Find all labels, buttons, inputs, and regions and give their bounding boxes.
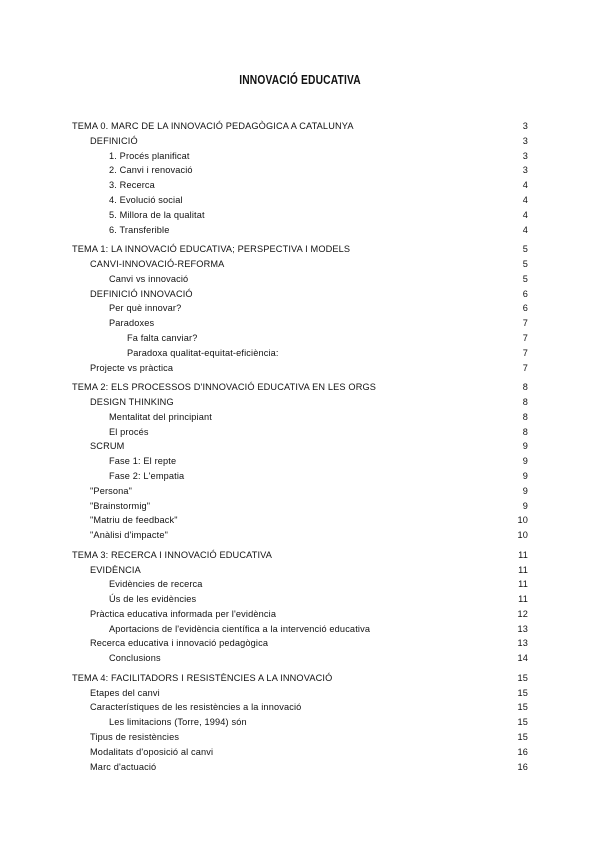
toc-entry-page-number: 10 — [517, 515, 528, 526]
toc-entry[interactable] — [72, 700, 528, 715]
toc-entry-page-number: 10 — [517, 530, 528, 541]
toc-entry-title: TEMA 0. MARC DE LA INNOVACIÓ PEDAGÒGICA A CATALUNYA — [72, 121, 354, 131]
toc-entry-page-number: 16 — [517, 746, 528, 757]
toc-entry-title: Projecte vs pràctica — [90, 362, 174, 373]
toc-entry[interactable] — [72, 425, 528, 440]
toc-entry-title: SCRUM — [90, 441, 125, 452]
toc-entry-page-number: 8 — [522, 411, 528, 422]
toc-entry-page-number: 6 — [522, 288, 528, 299]
toc-entry-page-number: 15 — [517, 732, 528, 743]
toc-entry-title: 4. Evolució social — [109, 194, 183, 205]
toc-entry[interactable] — [72, 454, 528, 469]
toc-entry-page-number: 11 — [518, 549, 528, 560]
toc-entry-title: Marc d'actuació — [90, 761, 157, 772]
toc-entry-title: Mentalitat del principiant — [109, 411, 212, 422]
toc-entry-page-number: 9 — [522, 441, 528, 452]
toc-entry-title: "Matriu de feedback" — [90, 515, 178, 526]
toc-entry-title: Ús de les evidències — [109, 594, 197, 605]
toc-entry-page-number: 7 — [522, 332, 528, 343]
toc-entry-title: Paradoxes — [109, 318, 155, 329]
toc-entry[interactable] — [72, 410, 528, 425]
toc-entry[interactable] — [72, 287, 528, 302]
toc-entry-title: 5. Millora de la qualitat — [109, 209, 205, 220]
toc-entry-title: Fa falta canviar? — [127, 332, 198, 343]
toc-entry[interactable] — [72, 395, 528, 410]
toc-entry-page-number: 13 — [517, 623, 528, 634]
toc-entry[interactable] — [72, 484, 528, 499]
toc-entry[interactable] — [72, 469, 528, 484]
toc-entry[interactable] — [72, 686, 528, 701]
toc-entry-page-number: 11 — [518, 594, 528, 605]
toc-entry-page-number: 5 — [522, 273, 528, 284]
toc-entry[interactable] — [72, 528, 528, 543]
toc-entry-page-number: 12 — [517, 608, 528, 619]
toc-section — [72, 242, 528, 375]
toc-entry-page-number: 7 — [522, 318, 528, 329]
toc-entry-title: Aportacions de l'evidència científica a la intervenció educativa — [109, 623, 371, 634]
toc-entry-page-number: 7 — [522, 362, 528, 373]
toc-entry-title: Etapes del canvi — [90, 687, 160, 698]
toc-entry-page-number: 11 — [518, 579, 528, 590]
toc-entry-title: EVIDÈNCIA — [90, 564, 141, 575]
toc-chapter-entry[interactable] — [72, 548, 528, 563]
toc-entry-title: Canvi vs innovació — [109, 273, 189, 284]
toc-entry-title: 6. Transferible — [109, 224, 170, 235]
toc-entry[interactable] — [72, 636, 528, 651]
toc-entry-page-number: 4 — [522, 224, 528, 235]
toc-section — [72, 380, 528, 543]
toc-entry-title: Recerca educativa i innovació pedagògica — [90, 638, 269, 649]
toc-entry[interactable] — [72, 163, 528, 178]
toc-entry-page-number: 9 — [522, 456, 528, 467]
toc-entry[interactable] — [72, 499, 528, 514]
toc-chapter-entry[interactable] — [72, 380, 528, 395]
toc-section — [72, 548, 528, 666]
toc-entry-page-number: 4 — [522, 209, 528, 220]
toc-entry-page-number: 9 — [522, 485, 528, 496]
toc-entry[interactable] — [72, 208, 528, 223]
toc-entry-page-number: 8 — [522, 382, 528, 393]
toc-chapter-entry[interactable] — [72, 119, 528, 134]
toc-entry[interactable] — [72, 316, 528, 331]
toc-entry-title: Pràctica educativa informada per l'evidència — [90, 608, 277, 619]
toc-entry-title: CANVI-INNOVACIÓ-REFORMA — [90, 258, 225, 269]
toc-entry-title: Tipus de resistències — [90, 732, 180, 743]
toc-entry[interactable] — [72, 439, 528, 454]
toc-section — [72, 119, 528, 237]
toc-entry-page-number: 5 — [522, 258, 528, 269]
toc-entry-page-number: 15 — [517, 717, 528, 728]
toc-entry-title: Característiques de les resistències a la innovació — [90, 702, 302, 713]
toc-entry[interactable] — [72, 745, 528, 760]
toc-entry-title: Les limitacions (Torre, 1994) són — [109, 717, 247, 728]
toc-entry-page-number: 4 — [522, 194, 528, 205]
toc-entry-page-number: 9 — [522, 500, 528, 511]
toc-entry[interactable] — [72, 331, 528, 346]
toc-entry-page-number: 3 — [522, 135, 528, 146]
toc-entry-page-number: 9 — [522, 470, 528, 481]
toc-entry[interactable] — [72, 760, 528, 775]
table-of-contents — [72, 119, 528, 779]
toc-entry-title: "Anàlisi d'impacte" — [90, 530, 169, 541]
toc-entry[interactable] — [72, 651, 528, 666]
toc-entry[interactable] — [72, 272, 528, 287]
toc-entry-title: "Brainstormig" — [90, 500, 151, 511]
toc-entry-page-number: 11 — [518, 564, 528, 575]
toc-entry-title: Fase 1: El repte — [109, 456, 177, 467]
toc-entry-page-number: 3 — [522, 121, 528, 131]
toc-entry[interactable] — [72, 577, 528, 592]
toc-entry[interactable] — [72, 223, 528, 238]
toc-entry[interactable] — [72, 193, 528, 208]
toc-entry-title: 1. Procés planificat — [109, 150, 190, 161]
toc-entry-page-number: 3 — [522, 150, 528, 161]
toc-entry-title: 3. Recerca — [109, 180, 155, 191]
toc-entry-title: TEMA 3: RECERCA I INNOVACIÓ EDUCATIVA — [72, 549, 273, 560]
toc-entry-title: DEFINICIÓ INNOVACIÓ — [90, 288, 193, 299]
toc-entry[interactable] — [72, 178, 528, 193]
toc-entry-title: 2. Canvi i renovació — [109, 165, 193, 176]
toc-entry-title: TEMA 4: FACILITADORS I RESISTÈNCIES A LA INNOVACIÓ — [72, 672, 333, 683]
toc-section — [72, 671, 528, 775]
toc-entry-title: DESIGN THINKING — [90, 396, 174, 407]
toc-entry-title: El procés — [109, 426, 149, 437]
toc-entry[interactable] — [72, 730, 528, 745]
toc-entry[interactable] — [72, 622, 528, 637]
toc-entry-page-number: 4 — [522, 180, 528, 191]
toc-entry-title: Evidències de recerca — [109, 579, 203, 590]
toc-chapter-entry[interactable] — [72, 242, 528, 257]
toc-entry[interactable] — [72, 361, 528, 376]
toc-entry-page-number: 15 — [517, 702, 528, 713]
toc-entry[interactable] — [72, 592, 528, 607]
document-title: INNOVACIÓ EDUCATIVA — [239, 73, 361, 87]
toc-entry-page-number: 14 — [517, 653, 528, 664]
toc-entry-title: Paradoxa qualitat-equitat-eficiència: — [127, 347, 279, 358]
toc-entry-title: TEMA 2: ELS PROCESSOS D'INNOVACIÓ EDUCATIVA EN LES ORGS — [72, 382, 377, 393]
toc-entry[interactable] — [72, 301, 528, 316]
toc-entry-page-number: 8 — [522, 396, 528, 407]
toc-entry-title: TEMA 1: LA INNOVACIÓ EDUCATIVA; PERSPECTIVA I MODELS — [72, 244, 351, 255]
toc-entry-page-number: 5 — [522, 244, 528, 255]
toc-entry[interactable] — [72, 513, 528, 528]
toc-entry[interactable] — [72, 346, 528, 361]
toc-entry-page-number: 8 — [522, 426, 528, 437]
toc-entry[interactable] — [72, 607, 528, 622]
toc-entry-title: "Persona" — [90, 485, 133, 496]
toc-entry-title: Fase 2: L'empatia — [109, 470, 185, 481]
toc-chapter-entry[interactable] — [72, 671, 528, 686]
toc-entry-page-number: 16 — [517, 761, 528, 772]
toc-entry-title: DEFINICIÓ — [90, 135, 138, 146]
toc-entry[interactable] — [72, 134, 528, 149]
toc-entry-page-number: 7 — [522, 347, 528, 358]
toc-entry-title: Per què innovar? — [109, 303, 182, 314]
toc-entry-title: Conclusions — [109, 653, 161, 664]
toc-entry-page-number: 15 — [517, 672, 528, 683]
toc-entry-page-number: 6 — [522, 303, 528, 314]
toc-entry[interactable] — [72, 149, 528, 164]
toc-entry[interactable] — [72, 715, 528, 730]
toc-entry-title: Modalitats d'oposició al canvi — [90, 746, 214, 757]
toc-entry-page-number: 15 — [517, 687, 528, 698]
toc-entry-page-number: 3 — [522, 165, 528, 176]
toc-entry[interactable] — [72, 563, 528, 578]
toc-entry[interactable] — [72, 257, 528, 272]
toc-entry-page-number: 13 — [517, 638, 528, 649]
